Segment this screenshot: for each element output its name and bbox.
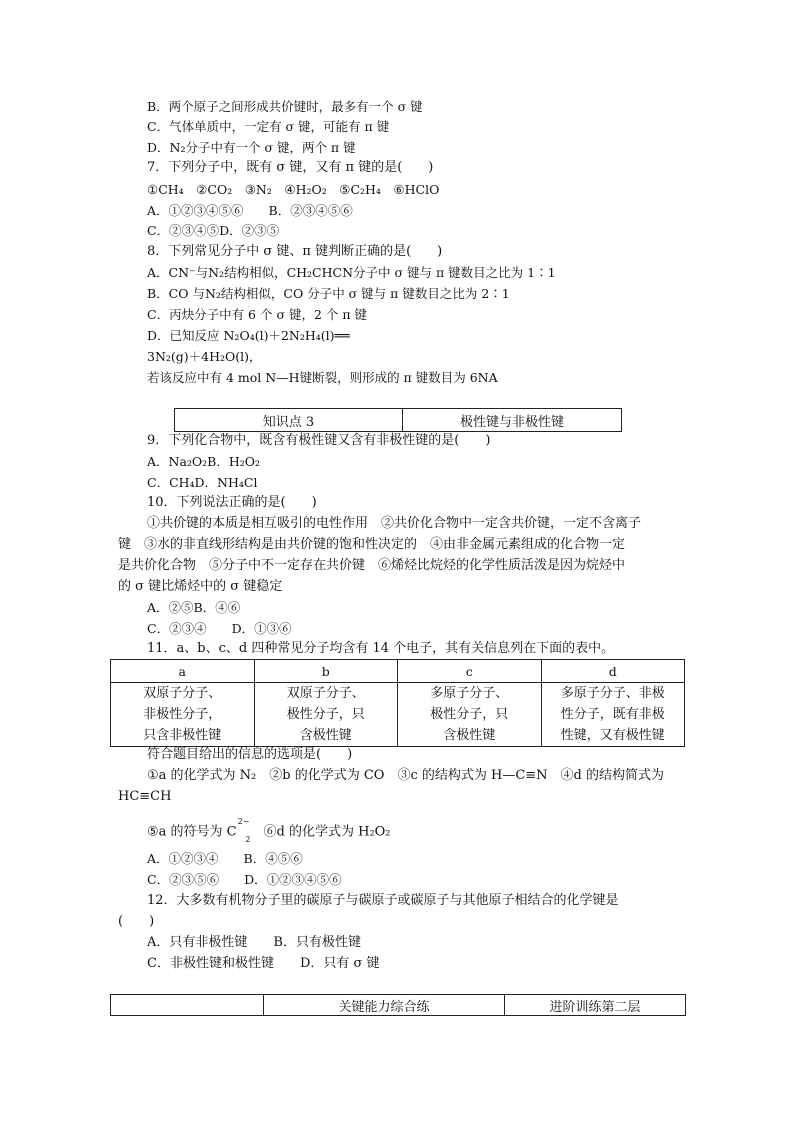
cell-line: 性键，又有极性键	[560, 728, 665, 743]
question-10: 10．下列说法正确的是( )	[147, 495, 317, 510]
question-11: 11．a、b、c、d 四种常见分子均含有 14 个电子，其有关信息列在下面的表中。	[147, 641, 615, 656]
question-10-options-cd: C．②③④ D．①③⑥	[147, 621, 292, 636]
cell-line: 含极性键	[443, 728, 496, 743]
question-8-option-b: B．CO 与N₂结构相似，CO 分子中 σ 键与 π 键数目之比为 2∶1	[147, 286, 510, 301]
practice-level: 进阶训练第二层	[504, 995, 685, 1015]
question-10-text-1: ①共价键的本质是相互吸引的电性作用 ②共价化合物中一定含共价键，一定不含离子	[147, 516, 642, 531]
option-b-line: B．两个原子之间形成共价键时，最多有一个 σ 键	[147, 99, 423, 114]
table-cell-a	[111, 683, 255, 747]
practice-blank-cell	[111, 995, 263, 1015]
option-c-line: C．气体单质中，一定有 σ 键，可能有 π 键	[147, 119, 390, 134]
section-title: 极性键与非极性键	[402, 409, 621, 431]
charge-superscript: 2−	[237, 817, 250, 826]
table-row	[111, 683, 685, 747]
practice-title: 关键能力综合练	[263, 995, 504, 1015]
question-12: 12．大多数有机物分子里的碳原子与碳原子或碳原子与其他原子相结合的化学键是	[147, 893, 619, 908]
item-6-text: ⑥d 的化学式为 H₂O₂	[250, 824, 391, 840]
question-11-prompt: 符合题目给出的信息的选项是( )	[147, 747, 353, 762]
cell-line: 多原子分子、	[430, 686, 509, 701]
question-7-items: ①CH₄ ②CO₂ ③N₂ ④H₂O₂ ⑤C₂H₄ ⑥HClO	[147, 182, 440, 197]
question-12-bracket: ( )	[118, 914, 155, 929]
question-7: 7．下列分子中，既有 σ 键，又有 π 键的是( )	[147, 160, 434, 175]
cell-line: 非极性分子，	[143, 707, 222, 722]
section-header-box	[174, 408, 622, 432]
question-8: 8．下列常见分子中 σ 键、π 键判断正确的是( )	[147, 244, 443, 259]
molecule-info-table	[110, 659, 685, 747]
question-11-options-ab: A．①②③④ B．④⑤⑥	[147, 851, 303, 866]
table-header-cell: a	[111, 660, 255, 683]
cell-line: 双原子分子、	[286, 686, 365, 701]
table-cell-c	[398, 683, 542, 747]
question-10-options-ab: A．②⑤B．④⑥	[147, 600, 241, 615]
table-header-cell: c	[398, 660, 542, 683]
table-header-row	[111, 660, 685, 683]
question-7-options-ab: A．①②③④⑤⑥ B．②③④⑤⑥	[147, 203, 353, 218]
cell-line: 极性分子，只	[430, 707, 509, 722]
question-7-options-cd: C．②③④⑤D．②③⑤	[147, 223, 280, 238]
cell-line: 只含非极性键	[143, 728, 222, 743]
table-header-cell: b	[254, 660, 398, 683]
question-11-items-2	[147, 818, 391, 847]
question-9-options-cd: C．CH₄D．NH₄Cl	[147, 475, 258, 490]
subscript: 2	[245, 834, 251, 844]
table-cell-b	[254, 683, 398, 747]
cell-line: 双原子分子、	[143, 686, 222, 701]
question-11-items-1: ①a 的化学式为 N₂ ②b 的化学式为 CO ③c 的结构式为 H—C≡N ④d 的结构简式为	[147, 768, 664, 783]
question-10-text-3: 是共价化合物 ⑤分子中不一定存在共价键 ⑥烯烃比烷烃的化学性质活泼是因为烷烃中	[118, 558, 626, 573]
question-8-option-d: D．已知反应 N₂O₄(l)＋2N₂H₄(l)══	[147, 328, 350, 343]
cell-line: 含极性键	[299, 728, 352, 743]
cell-line: 多原子分子、非极	[560, 686, 665, 701]
question-12-options-ab: A．只有非极性键 B．只有极性键	[147, 935, 361, 950]
question-9: 9．下列化合物中，既含有极性键又含有非极性键的是( )	[147, 433, 491, 448]
question-12-options-cd: C．非极性键和极性键 D．只有 σ 键	[147, 956, 380, 971]
option-d-line: D．N₂分子中有一个 σ 键，两个 π 键	[147, 140, 356, 155]
practice-level-box	[110, 994, 686, 1016]
question-11-items-1-cont: HC≡CH	[118, 789, 172, 804]
question-11-options-cd: C．②③⑤⑥ D．①②③④⑤⑥	[147, 872, 342, 887]
table-cell-d	[541, 683, 685, 747]
question-9-options-ab: A．Na₂O₂B．H₂O₂	[147, 454, 261, 469]
section-label: 知识点 3	[262, 414, 315, 430]
item-5-prefix: ⑤a 的符号为 C	[147, 824, 237, 840]
question-8-option-d-cont: 3N₂(g)＋4H₂O(l)，	[147, 349, 262, 364]
question-10-text-2: 键 ③水的非直线形结构是由共价键的饱和性决定的 ④由非金属元素组成的化合物一定	[118, 537, 626, 552]
cell-line: 极性分子，只	[286, 707, 365, 722]
question-8-option-c: C．丙炔分子中有 6 个 σ 键，2 个 π 键	[147, 307, 368, 322]
question-8-option-d-cont2: 若该反应中有 4 mol N—H键断裂，则形成的 π 键数目为 6NA	[147, 370, 498, 385]
cell-line: 性分子，既有非极	[560, 707, 665, 722]
question-10-text-4: 的 σ 键比烯烃中的 σ 键稳定	[118, 579, 283, 594]
table-header-cell: d	[541, 660, 685, 683]
question-8-option-a: A．CN⁻与N₂结构相似，CH₂CHCN分子中 σ 键与 π 键数目之比为 1∶1	[147, 265, 556, 280]
